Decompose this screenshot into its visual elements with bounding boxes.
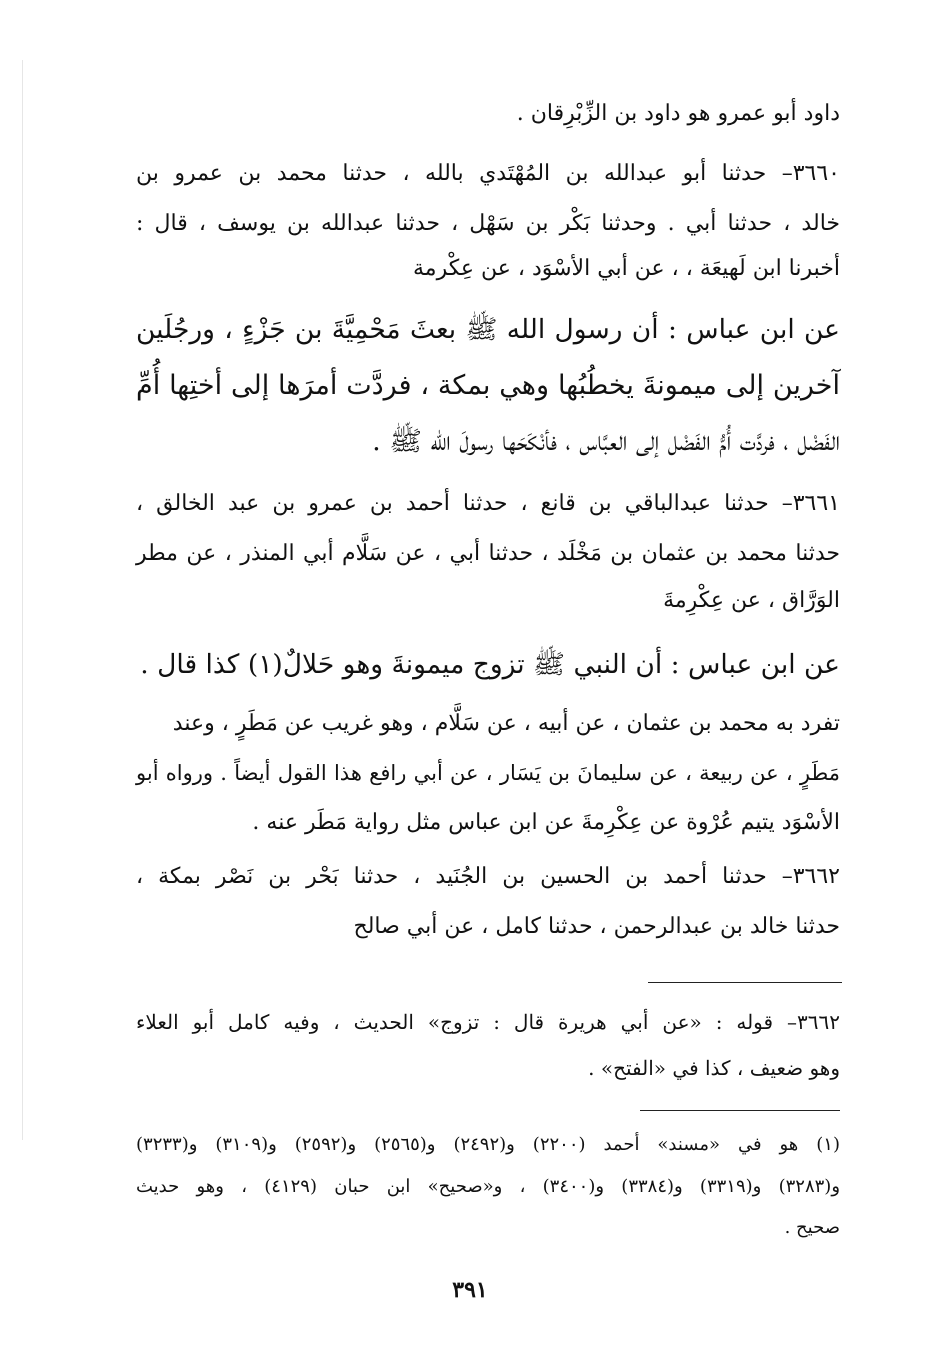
footnote-line: صحيح .: [784, 1217, 840, 1238]
text-line: حدثنا خالد بن عبدالرحمن ، حدثنا كامل ، عن أبي صالح: [353, 914, 840, 939]
text-line: داود أبو عمرو هو داود بن الزِّبْرِقان .: [516, 101, 840, 126]
hadith-3660-heading: ٣٦٦٠– حدثنا أبو عبدالله بن المُهْتَدي بالله ، حدثنا محمد بن عمرو بن: [136, 161, 840, 186]
note-separator: [648, 982, 842, 983]
text-line: تفرد به محمد بن عثمان ، عن أبيه ، عن سَلَّام ، وهو غريب عن مَطَرٍ ، وعند: [172, 711, 840, 736]
text-line: الوَرَّاق ، عن عِكْرِمةَ: [663, 588, 840, 613]
matn-line: آخرين إلى ميمونةَ يخطُبُها وهي بمكة ، فردَّت أمرَها إلى أختِها أُمِّ: [136, 370, 840, 401]
footnote-line: و(٣٢٨٣) و(٣٣١٩) و(٣٣٨٤) و(٣٤٠٠) ، و«صحيح» ابن حبان (٤١٢٩) ، وهو حديث: [136, 1176, 841, 1197]
text-line: مَطَرٍ ، عن ربيعة ، عن سليمانَ بن يَسَار ، عن أبي رافع هذا القول أيضاً . ورواه أبو: [136, 761, 840, 785]
footnote-separator: [640, 1110, 840, 1111]
matn-line: الفَضْل ، فردَّت أُمُّ الفَضْل إلى العبَّاس ، فأنْكَحَها رسولَ الله ﷺ .: [372, 426, 840, 457]
text-line: خالد ، حدثنا أبي . وحدثنا بَكْر بن سَهْل ، حدثنا عبدالله بن يوسف ، قال :: [136, 211, 840, 236]
page-number: ٣٩١: [452, 1277, 488, 1303]
matn-line: عن ابن عباس : أن النبي ﷺ تزوج ميمونةَ وهو حَلالٌ(١) كذا قال .: [140, 649, 840, 680]
hadith-3662-heading: ٣٦٦٢– حدثنا أحمد بن الحسين بن الجُنَيد ، حدثنا بَحْر بن نَصْر بمكة ،: [136, 864, 840, 889]
matn-line: عن ابن عباس : أن رسول الله ﷺ بعثَ مَحْمِيَّةَ بن جَزْءٍ ، ورجُلَين: [136, 314, 840, 345]
text-line: الأسْوَد يتيم عُرْوة عن عِكْرِمةَ عن ابن عباس مثل رواية مَطَر عنه .: [252, 810, 840, 835]
editor-note-line: وهو ضعيف ، كذا في «الفتح» .: [588, 1056, 840, 1080]
text-line: أخبرنا ابن لَهيعَة ، ، عن أبي الأسْوَد ، عن عِكْرمة: [413, 256, 840, 281]
hadith-3661-heading: ٣٦٦١– حدثنا عبدالباقي بن قانع ، حدثنا أحمد بن عمرو بن عبد الخالق ،: [136, 491, 840, 516]
footnote-line: (١) هو في «مسند» أحمد (٢٢٠٠) و(٢٤٩٢) و(٢٥٦٥) و(٢٥٩٢) و(٣١٠٩) و(٣٢٣٣): [136, 1134, 840, 1155]
scan-edge-line: [22, 60, 23, 1140]
text-line: حدثنا محمد بن عثمان بن مَخْلَد ، حدثنا أبي ، عن سَلَّام أبي المنذر ، عن مطر: [136, 541, 840, 566]
editor-note-line: ٣٦٦٢– قوله : «عن أبي هريرة قال : تزوج» الحديث ، وفيه كامل أبو العلاء: [136, 1010, 840, 1034]
